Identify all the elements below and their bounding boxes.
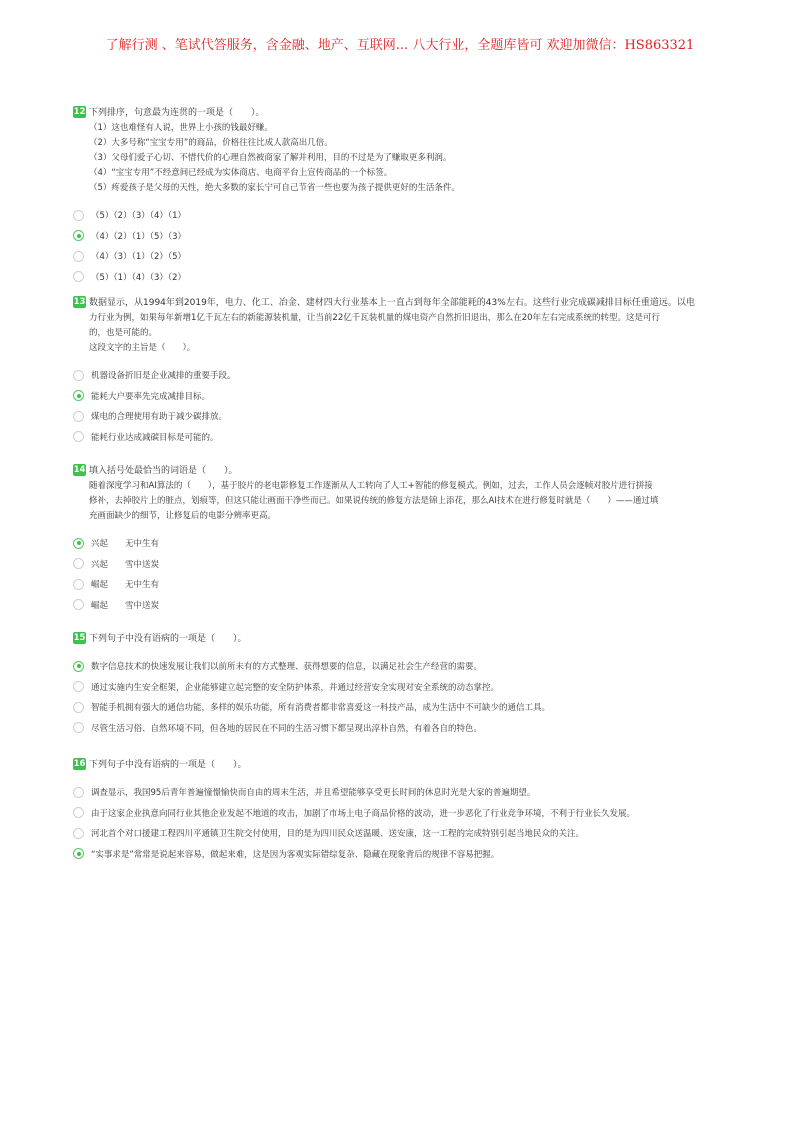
radio-unselected-icon[interactable]: [73, 681, 84, 692]
answer-option[interactable]: [73, 574, 743, 595]
answer-option[interactable]: [73, 386, 743, 407]
question-prompt: [73, 464, 743, 479]
question-body-line: 的，也是可能的。: [89, 328, 158, 338]
answer-options: [73, 365, 743, 447]
question-body: [89, 479, 743, 524]
question-body-line: 这段文字的主旨是（ ）。: [89, 343, 196, 353]
radio-selected-icon[interactable]: [73, 848, 84, 859]
radio-unselected-icon[interactable]: [73, 787, 84, 798]
question-16: [73, 758, 743, 864]
radio-unselected-icon[interactable]: [73, 271, 84, 282]
question-body: [89, 121, 743, 196]
answer-option-label: 智能手机拥有强大的通信功能，多样的娱乐功能，所有消费者都非常喜爱这一科技产品，成为生活中不可缺少的通信工具。: [91, 703, 551, 714]
answer-option[interactable]: [73, 823, 743, 844]
answer-option[interactable]: [73, 246, 743, 267]
answer-option-label: 通过实施内生安全框架，企业能够建立起完整的安全防护体系，并通过经营安全实现对安全系统的动态掌控。: [91, 682, 500, 693]
question-number-badge: 14: [73, 465, 86, 475]
answer-option[interactable]: [73, 656, 743, 677]
question-12: [73, 106, 743, 287]
answer-option[interactable]: [73, 365, 743, 386]
radio-selected-icon[interactable]: [73, 661, 84, 672]
answer-option-label: “实事求是”常常是说起来容易，做起来难，这是因为客观实际错综复杂、隐藏在现象背后的规律不容易把握。: [91, 849, 500, 860]
question-number-badge: 15: [73, 633, 86, 643]
answer-option-label: 兴起 雪中送炭: [91, 559, 160, 570]
radio-unselected-icon[interactable]: [73, 558, 84, 569]
radio-selected-icon[interactable]: [73, 538, 84, 549]
question-number-badge: 12: [73, 107, 86, 117]
question-body-line: （2）大多号称“宝宝专用”的商品，价格往往比成人款高出几倍。: [89, 138, 333, 148]
radio-selected-icon[interactable]: [73, 230, 84, 241]
answer-option-label: 调查显示，我国95后青年普遍憧憬愉快而自由的周末生活，并且希望能够享受更长时间的休息时光是大家的普遍期望。: [91, 788, 536, 799]
question-body: [89, 311, 743, 356]
answer-option[interactable]: [73, 267, 743, 288]
answer-options: [73, 656, 743, 738]
question-body-line: （5）疼爱孩子是父母的天性，绝大多数的家长宁可自己节省一些也要为孩子提供更好的生活条件。: [89, 183, 460, 193]
answer-option-label: （4）（2）（1）（5）（3）: [91, 231, 187, 242]
answer-option-label: 崛起 无中生有: [91, 580, 160, 591]
answer-option[interactable]: [73, 782, 743, 803]
radio-unselected-icon[interactable]: [73, 722, 84, 733]
answer-option-label: （5）（1）（4）（3）（2）: [91, 272, 187, 283]
question-14: [73, 464, 743, 615]
answer-option[interactable]: [73, 205, 743, 226]
answer-option-label: （5）（2）（3）（4）（1）: [91, 211, 187, 222]
answer-option-label: 煤电的合理使用有助于减少碳排放。: [91, 412, 228, 423]
answer-option-label: 兴起 无中生有: [91, 539, 160, 550]
radio-selected-icon[interactable]: [73, 390, 84, 401]
radio-unselected-icon[interactable]: [73, 251, 84, 262]
answer-options: [73, 782, 743, 864]
radio-unselected-icon[interactable]: [73, 702, 84, 713]
radio-unselected-icon[interactable]: [73, 579, 84, 590]
question-prompt-text: 下列排序，句意最为连贯的一项是（ ）。: [89, 108, 265, 118]
question-prompt-text: 下列句子中没有语病的一项是（ ）。: [89, 634, 247, 644]
radio-unselected-icon[interactable]: [73, 828, 84, 839]
answer-option[interactable]: [73, 427, 743, 448]
question-prompt-text: 下列句子中没有语病的一项是（ ）。: [89, 760, 247, 770]
answer-option[interactable]: [73, 697, 743, 718]
answer-option[interactable]: [73, 718, 743, 739]
question-13: [73, 296, 743, 447]
question-15: [73, 632, 743, 738]
answer-option[interactable]: [73, 595, 743, 616]
answer-option-label: 能耗行业达成减碳目标是可能的。: [91, 432, 219, 443]
question-prompt: [73, 632, 743, 647]
question-prompt: [73, 296, 743, 311]
question-body-line: （4）“宝宝专用”不经意间已经成为实体商店、电商平台上宣传商品的一个标签。: [89, 168, 393, 178]
answer-option[interactable]: [73, 406, 743, 427]
question-number-badge: 13: [73, 297, 86, 307]
question-prompt-text: 填入括号处最恰当的词语是（ ）。: [89, 466, 238, 476]
answer-option-label: 数字信息技术的快速发展让我们以前所未有的方式整理、获得想要的信息，以满足社会生产经营的需要。: [91, 662, 483, 673]
radio-unselected-icon[interactable]: [73, 411, 84, 422]
answer-option-label: 能耗大户要率先完成减排目标。: [91, 391, 211, 402]
question-body-line: （3）父母们爱子心切、不惜代价的心理自然被商家了解并利用，目的不过是为了赚取更多利润。: [89, 153, 452, 163]
answer-option-label: 机器设备折旧是企业减排的重要手段。: [91, 371, 236, 382]
answer-option-label: 由于这家企业执意向同行业其他企业发起不地道的攻击，加剧了市场上电子商品价格的波动，进一步恶化了行业竞争环境，不利于行业长久发展。: [91, 808, 636, 819]
answer-option[interactable]: [73, 803, 743, 824]
question-body-line: 充画面缺少的细节，让修复后的电影分辨率更高。: [89, 511, 277, 521]
answer-option-label: 尽管生活习俗、自然环境不同，但各地的居民在不同的生活习惯下都呈现出淳朴自然，有着各自的特色。: [91, 723, 483, 734]
answer-option[interactable]: [73, 554, 743, 575]
question-prompt: [73, 758, 743, 773]
radio-unselected-icon[interactable]: [73, 431, 84, 442]
question-body-line: 随着深度学习和AI算法的（ ），基于胶片的老电影修复工作逐渐从人工转向了人工+智能的修复模式。例如，过去，工作人员会逐帧对胶片进行拼接: [89, 481, 653, 491]
answer-option[interactable]: [73, 226, 743, 247]
radio-unselected-icon[interactable]: [73, 807, 84, 818]
question-prompt: [73, 106, 743, 121]
radio-unselected-icon[interactable]: [73, 370, 84, 381]
answer-option[interactable]: [73, 533, 743, 554]
answer-option[interactable]: [73, 844, 743, 865]
answer-options: [73, 205, 743, 287]
answer-option[interactable]: [73, 677, 743, 698]
answer-options: [73, 533, 743, 615]
question-body-line: 修补，去掉胶片上的脏点，划痕等，但这只能让画面干净些而已。如果说传统的修复方法是锦上添花，那么AI技术在进行修复时就是（ ）——通过填: [89, 496, 659, 506]
answer-option-label: 崛起 雪中送炭: [91, 600, 160, 611]
question-prompt-text: 数据显示，从1994年到2019年，电力、化工、冶金、建材四大行业基本上一直占到每年全部能耗的43%左右。这些行业完成碳减排目标任重道远。以电: [89, 298, 695, 308]
radio-unselected-icon[interactable]: [73, 210, 84, 221]
question-body-line: （1）这也难怪有人说，世界上小孩的钱最好赚。: [89, 123, 273, 133]
promo-banner: 了解行测 、笔试代答服务，含金融、地产、互联网... 八大行业，全题库皆可 欢迎加微信：HS863321: [105, 38, 695, 53]
answer-option-label: （4）（3）（1）（2）（5）: [91, 252, 187, 263]
question-number-badge: 16: [73, 759, 86, 769]
radio-unselected-icon[interactable]: [73, 599, 84, 610]
question-body-line: 力行业为例，如果每年新增1亿千瓦左右的新能源装机量，让当前22亿千瓦装机量的煤电资产自然折旧退出，那么在20年左右完成系统的转型。这是可行: [89, 313, 661, 323]
answer-option-label: 河北首个对口援建工程四川平通镇卫生院交付使用，目的是为四川民众送温暖、送安康，这一工程的完成特别引起当地民众的关注。: [91, 829, 585, 840]
